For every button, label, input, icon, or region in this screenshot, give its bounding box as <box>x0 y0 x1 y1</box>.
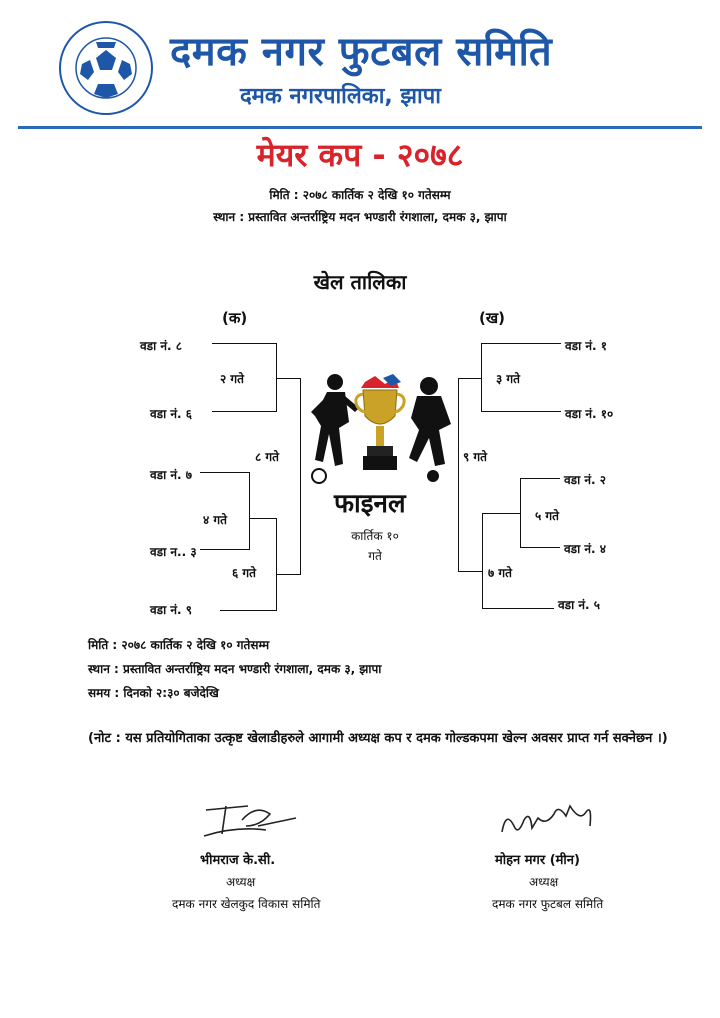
signatory-2-role: अध्यक्ष <box>529 875 559 889</box>
signature-left <box>196 796 306 846</box>
football-logo-icon <box>58 20 154 116</box>
trophy-icon <box>356 374 404 470</box>
team-a1: वडा नं. ८ <box>140 339 183 353</box>
final-date <box>335 526 415 566</box>
event-title: मेयर कप - २०७८ <box>256 136 464 174</box>
team-b5: वडा नं. ५ <box>558 598 601 612</box>
final-label: फाइनल <box>334 489 406 519</box>
final-illustration <box>305 372 455 484</box>
football-left-icon <box>312 469 326 483</box>
org-name: दमक नगर फुटबल समिति <box>170 29 553 75</box>
team-a2: वडा नं. ६ <box>150 407 193 421</box>
player-left-icon <box>311 374 359 466</box>
team-b3: वडा नं. २ <box>564 473 607 487</box>
header-divider <box>18 126 702 129</box>
event-date: मिति : २०७८ कार्तिक २ देखि १० गतेसम्म <box>269 188 451 202</box>
signatory-1-role: अध्यक्ष <box>226 875 256 889</box>
match-date-a3: ६ गते <box>232 566 257 580</box>
match-date-b3: ७ गते <box>488 566 513 580</box>
team-b1: वडा नं. १ <box>565 339 608 353</box>
match-date-b-semi: ९ गते <box>463 450 488 464</box>
org-location: दमक नगरपालिका, झापा <box>240 84 441 109</box>
match-date-b1: ३ गते <box>496 372 521 386</box>
team-a4: वडा न.. ३ <box>150 545 197 559</box>
team-a3: वडा नं. ७ <box>150 468 193 482</box>
signatory-1-name: भीमराज के.सी. <box>200 853 276 868</box>
match-date-b2: ५ गते <box>535 509 560 523</box>
info-venue: स्थान : प्रस्तावित अन्तर्राष्ट्रिय मदन भण्डारी रंगशाला, दमक ३, झापा <box>88 662 382 676</box>
signatory-2-name: मोहन मगर (मीन) <box>495 853 580 868</box>
bracket-heading: खेल तालिका <box>313 270 407 294</box>
signatory-2-org: दमक नगर फुटबल समिति <box>492 897 604 911</box>
group-b-label: (ख) <box>479 309 505 327</box>
match-date-a-semi: ८ गते <box>255 450 280 464</box>
org-logo <box>58 20 154 116</box>
match-date-a1: २ गते <box>220 372 245 386</box>
football-right-icon <box>427 470 439 482</box>
event-venue: स्थान : प्रस्तावित अन्तर्राष्ट्रिय मदन भण्डारी रंगशाला, दमक ३, झापा <box>213 210 507 224</box>
note-text: (नोट : यस प्रतियोगिताका उत्कृष्ट खेलाडीहरुले आगामी अध्यक्ष कप र दमक गोल्डकपमा खेल्न अवसर प्राप्त गर्न सक्नेछन ।) <box>88 731 668 746</box>
signature-right <box>496 796 606 846</box>
team-a5: वडा नं. ९ <box>150 603 193 617</box>
player-right-icon <box>409 377 451 466</box>
signatory-1-org: दमक नगर खेलकुद विकास समिति <box>172 897 321 911</box>
final-date-line2: गते <box>368 549 382 563</box>
team-b2: वडा नं. १० <box>565 407 614 421</box>
team-b4: वडा नं. ४ <box>564 542 607 556</box>
match-date-a2: ४ गते <box>203 513 228 527</box>
group-a-label: (क) <box>222 309 248 327</box>
info-date: मिति : २०७८ कार्तिक २ देखि १० गतेसम्म <box>88 638 270 652</box>
info-time: समय : दिनको २:३० बजेदेखि <box>88 686 219 700</box>
final-date-line1: कार्तिक १० <box>351 529 399 543</box>
